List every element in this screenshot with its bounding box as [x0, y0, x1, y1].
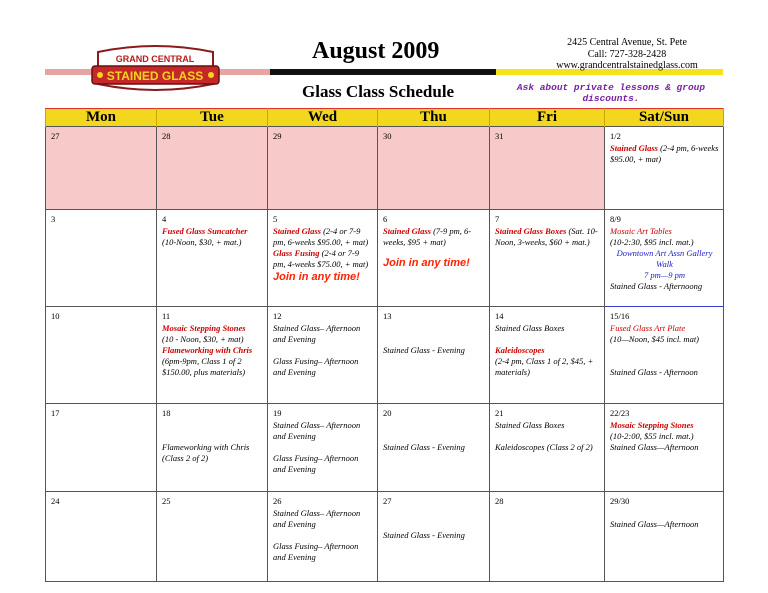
day-cell — [46, 492, 157, 582]
day-cell — [157, 307, 268, 404]
day-cell — [378, 404, 490, 492]
week-row — [46, 404, 724, 492]
class-title: Stained Glass Boxes — [495, 323, 565, 333]
class-title: Flameworking with Chris — [162, 345, 253, 355]
day-cell — [46, 404, 157, 492]
date-number: 22/23 — [610, 408, 630, 418]
class-title: Mosaic Art Tables — [610, 226, 672, 236]
class-title: Flameworking with Chris — [162, 442, 250, 452]
date-number: 30 — [383, 131, 392, 141]
week-row — [46, 127, 724, 210]
spacer — [610, 508, 719, 519]
day-cell — [268, 127, 378, 210]
date-number: 27 — [383, 496, 392, 506]
date-number: 25 — [162, 496, 171, 506]
date-number: 29/30 — [610, 496, 630, 506]
day-cell — [46, 127, 157, 210]
class-title: Fused Glass Suncatcher — [162, 226, 248, 236]
date-number: 17 — [51, 408, 60, 418]
address: 2425 Central Avenue, St. Pete — [567, 37, 687, 48]
website-link[interactable]: www.grandcentralstainedglass.com — [556, 60, 698, 71]
day-cell — [268, 210, 378, 307]
day-cell — [605, 127, 724, 210]
spacer — [273, 442, 373, 453]
day-cell — [490, 404, 605, 492]
class-details: (2-4 pm, Class 1 of 2, $45, + materials) — [495, 356, 594, 377]
date-number: 28 — [162, 131, 171, 141]
join-any-time-banner: Join in any time! — [273, 271, 360, 283]
day-header-thu: Thu — [378, 109, 490, 127]
svg-text:STAINED GLASS: STAINED GLASS — [106, 69, 204, 83]
class-title: Glass Fusing– Afternoon and Evening — [273, 453, 359, 474]
private-lessons-note: Ask about private lessons & group discounts. — [516, 82, 706, 104]
class-title: Stained Glass– Afternoon and Evening — [273, 508, 361, 529]
class-title: Stained Glass– Afternoon and Evening — [273, 323, 361, 344]
day-header-fri: Fri — [490, 109, 605, 127]
week-row — [46, 210, 724, 307]
join-any-time-banner: Join in any time! — [383, 257, 470, 269]
header-stripe-black — [270, 69, 496, 75]
page-title: August 2009 — [312, 38, 440, 64]
day-cell — [490, 492, 605, 582]
date-number: 6 — [383, 214, 388, 224]
spacer — [383, 420, 485, 442]
date-number: 14 — [495, 311, 504, 321]
day-cell — [378, 210, 490, 307]
date-number: 21 — [495, 408, 504, 418]
day-cell — [157, 127, 268, 210]
class-title: Mosaic Stepping Stones — [162, 323, 246, 333]
class-details: (10—Noon, $45 incl. mat) — [610, 334, 700, 344]
gallery-walk-time: 7 pm—9 pm — [643, 270, 686, 280]
class-details: (2-4 pm, 6-weeks $95.00, + mat) — [610, 143, 719, 164]
class-title: Kaleidoscopes — [495, 345, 545, 355]
day-cell — [46, 307, 157, 404]
day-cell — [378, 492, 490, 582]
day-cell — [157, 404, 268, 492]
class-title: Glass Fusing– Afternoon and Evening — [273, 356, 359, 377]
date-number: 1/2 — [610, 131, 621, 141]
date-number: 4 — [162, 214, 167, 224]
class-details: (10-Noon, $30, + mat.) — [162, 237, 242, 247]
class-details: (7-9 pm, 6-weeks, $95 + mat) — [383, 226, 472, 247]
day-cell — [157, 492, 268, 582]
gallery-walk-event: Downtown Art Assn Gallery Walk — [616, 248, 713, 269]
class-title: Stained Glass Boxes — [495, 420, 565, 430]
class-title: Stained Glass—Afternoon — [610, 442, 699, 452]
week-row — [46, 307, 724, 404]
spacer — [273, 345, 373, 356]
day-header-wed: Wed — [268, 109, 378, 127]
day-cell — [605, 210, 724, 307]
day-cell — [490, 210, 605, 307]
grand-central-stained-glass-logo — [88, 44, 223, 94]
day-header-tue: Tue — [157, 109, 268, 127]
class-details: (10-2:30, $95 incl. mat.) — [610, 237, 694, 247]
day-cell — [605, 492, 724, 582]
class-title: Glass Fusing — [273, 248, 320, 258]
class-title: Stained Glass Boxes — [495, 226, 567, 236]
class-title: Stained Glass - Afternoong — [610, 281, 703, 291]
date-number: 8/9 — [610, 214, 621, 224]
day-header-satsun: Sat/Sun — [605, 109, 724, 127]
class-details: (2-4 or 7-9 pm, 6-weeks $95.00, + mat) — [273, 226, 369, 247]
spacer — [383, 508, 485, 530]
class-title: Stained Glass - Evening — [383, 442, 465, 452]
class-title: Stained Glass—Afternoon — [610, 519, 699, 529]
class-details: (Class 2 of 2) — [162, 453, 209, 463]
day-cell — [268, 404, 378, 492]
spacer — [162, 420, 263, 442]
date-number: 29 — [273, 131, 282, 141]
class-title: Kaleidoscopes (Class 2 of 2) — [495, 442, 593, 452]
day-cell — [605, 307, 724, 404]
day-cell — [378, 307, 490, 404]
class-title: Stained Glass - Evening — [383, 345, 465, 355]
date-number: 11 — [162, 311, 171, 321]
svg-text:GRAND CENTRAL: GRAND CENTRAL — [115, 54, 195, 64]
spacer — [383, 323, 485, 345]
spacer — [495, 431, 600, 442]
day-cell — [268, 307, 378, 404]
day-cell — [490, 307, 605, 404]
day-cell — [490, 127, 605, 210]
date-number: 26 — [273, 496, 282, 506]
phone: Call: 727-328-2428 — [587, 48, 667, 60]
spacer — [610, 345, 719, 367]
class-title: Stained Glass– Afternoon and Evening — [273, 420, 361, 441]
day-cell — [378, 127, 490, 210]
day-header-mon: Mon — [46, 109, 157, 127]
date-number: 3 — [51, 214, 56, 224]
date-number: 12 — [273, 311, 282, 321]
date-number: 7 — [495, 214, 500, 224]
spacer — [273, 530, 373, 541]
class-details: (Sat. 10-Noon, 3-weeks, $60 + mat.) — [495, 226, 598, 247]
date-number: 19 — [273, 408, 282, 418]
day-cell — [605, 404, 724, 492]
spacer — [495, 334, 600, 345]
class-title: Stained Glass — [273, 226, 321, 236]
class-title: Fused Glass Art Plate — [610, 323, 686, 333]
contact-info — [553, 37, 701, 72]
date-number: 15/16 — [610, 311, 630, 321]
date-number: 24 — [51, 496, 60, 506]
class-title: Stained Glass — [383, 226, 431, 236]
day-cell — [46, 210, 157, 307]
class-details: (2-4 or 7-9 pm, 4-weeks $75.00, + mat) — [273, 248, 369, 269]
class-details: (6pm-9pm, Class 1 of 2 $150.00, plus materials) — [162, 356, 246, 377]
day-cell — [157, 210, 268, 307]
date-number: 28 — [495, 496, 504, 506]
date-number: 5 — [273, 214, 278, 224]
class-details: (10 - Noon, $30, + mat) — [162, 334, 244, 344]
week-row — [46, 492, 724, 582]
calendar-table — [45, 108, 724, 582]
date-number: 31 — [495, 131, 504, 141]
class-details: (10-2:00, $55 incl. mat.) — [610, 431, 694, 441]
page-subtitle: Glass Class Schedule — [302, 82, 455, 101]
date-number: 27 — [51, 131, 60, 141]
class-title: Stained Glass - Afternoon — [610, 367, 698, 377]
day-cell — [268, 492, 378, 582]
date-number: 20 — [383, 408, 392, 418]
class-title: Stained Glass — [610, 143, 658, 153]
date-number: 13 — [383, 311, 392, 321]
day-header-row — [46, 109, 724, 127]
date-number: 10 — [51, 311, 60, 321]
class-title: Glass Fusing– Afternoon and Evening — [273, 541, 359, 562]
class-title: Mosaic Stepping Stones — [610, 420, 694, 430]
class-title: Stained Glass - Evening — [383, 530, 465, 540]
date-number: 18 — [162, 408, 171, 418]
